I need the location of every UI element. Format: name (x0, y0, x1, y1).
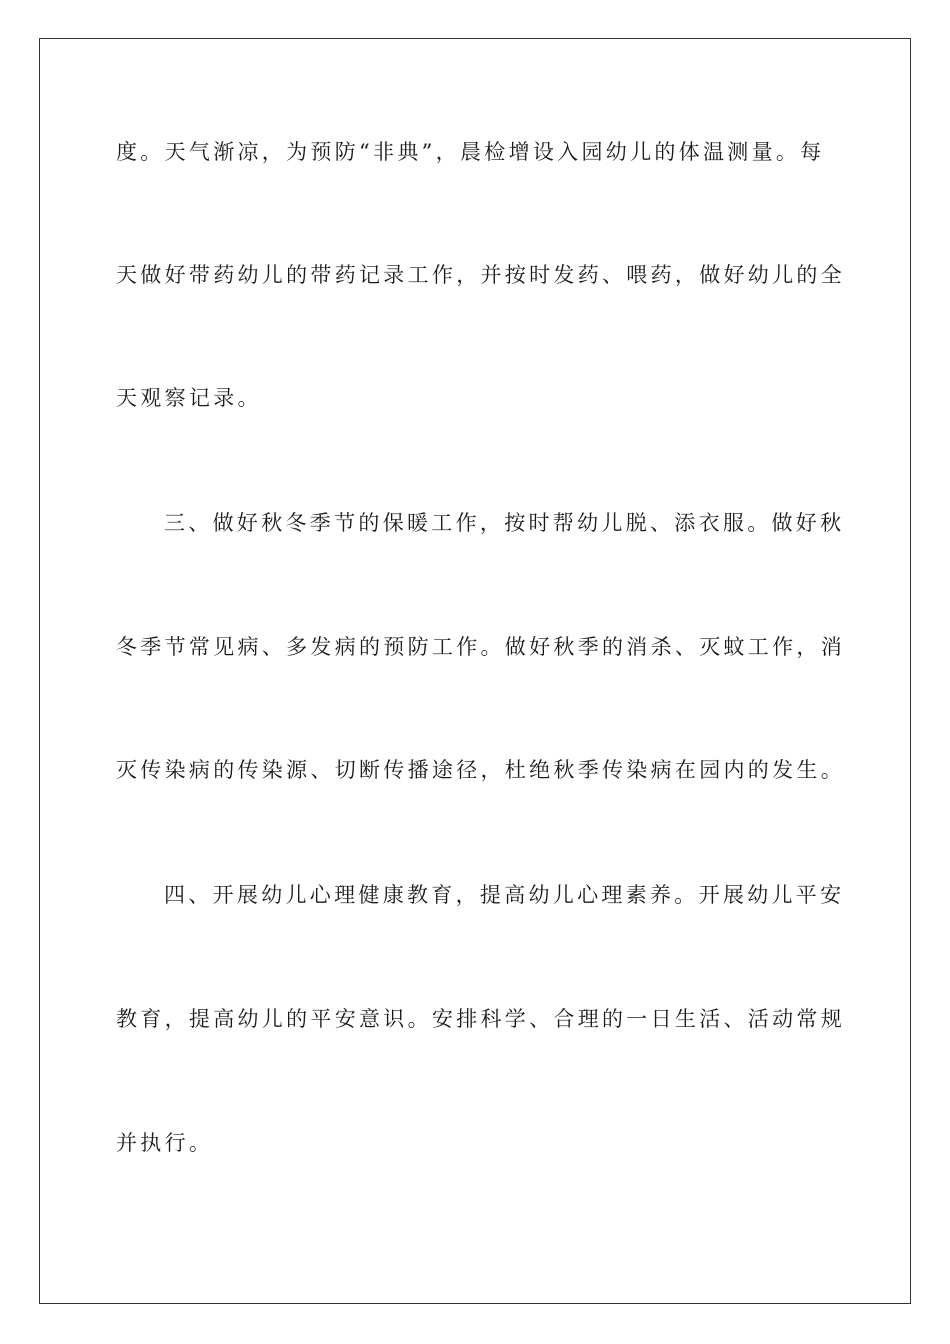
paragraph-3-line-1: 四、开展幼儿心理健康教育，提高幼儿心理素养。开展幼儿平安 (164, 883, 845, 907)
page-border (39, 38, 911, 1304)
paragraph-1-line-1: 度。天气渐凉，为预防“非典”，晨检增设入园幼儿的体温测量。每 (116, 140, 825, 164)
paragraph-2-line-3: 灭传染病的传染源、切断传播途径，杜绝秋季传染病在园内的发生。 (116, 758, 845, 782)
paragraph-3-line-2: 教育，提高幼儿的平安意识。安排科学、合理的一日生活、活动常规 (116, 1007, 845, 1031)
paragraph-2-line-1: 三、做好秋冬季节的保暖工作，按时帮幼儿脱、添衣服。做好秋 (164, 511, 845, 535)
paragraph-3-line-3: 并执行。 (116, 1131, 214, 1155)
paragraph-2-line-2: 冬季节常见病、多发病的预防工作。做好秋季的消杀、灭蚊工作，消 (116, 635, 845, 659)
paragraph-1-line-2: 天做好带药幼儿的带药记录工作，并按时发药、喂药，做好幼儿的全 (116, 263, 845, 287)
paragraph-1-line-3: 天观察记录。 (116, 386, 262, 410)
